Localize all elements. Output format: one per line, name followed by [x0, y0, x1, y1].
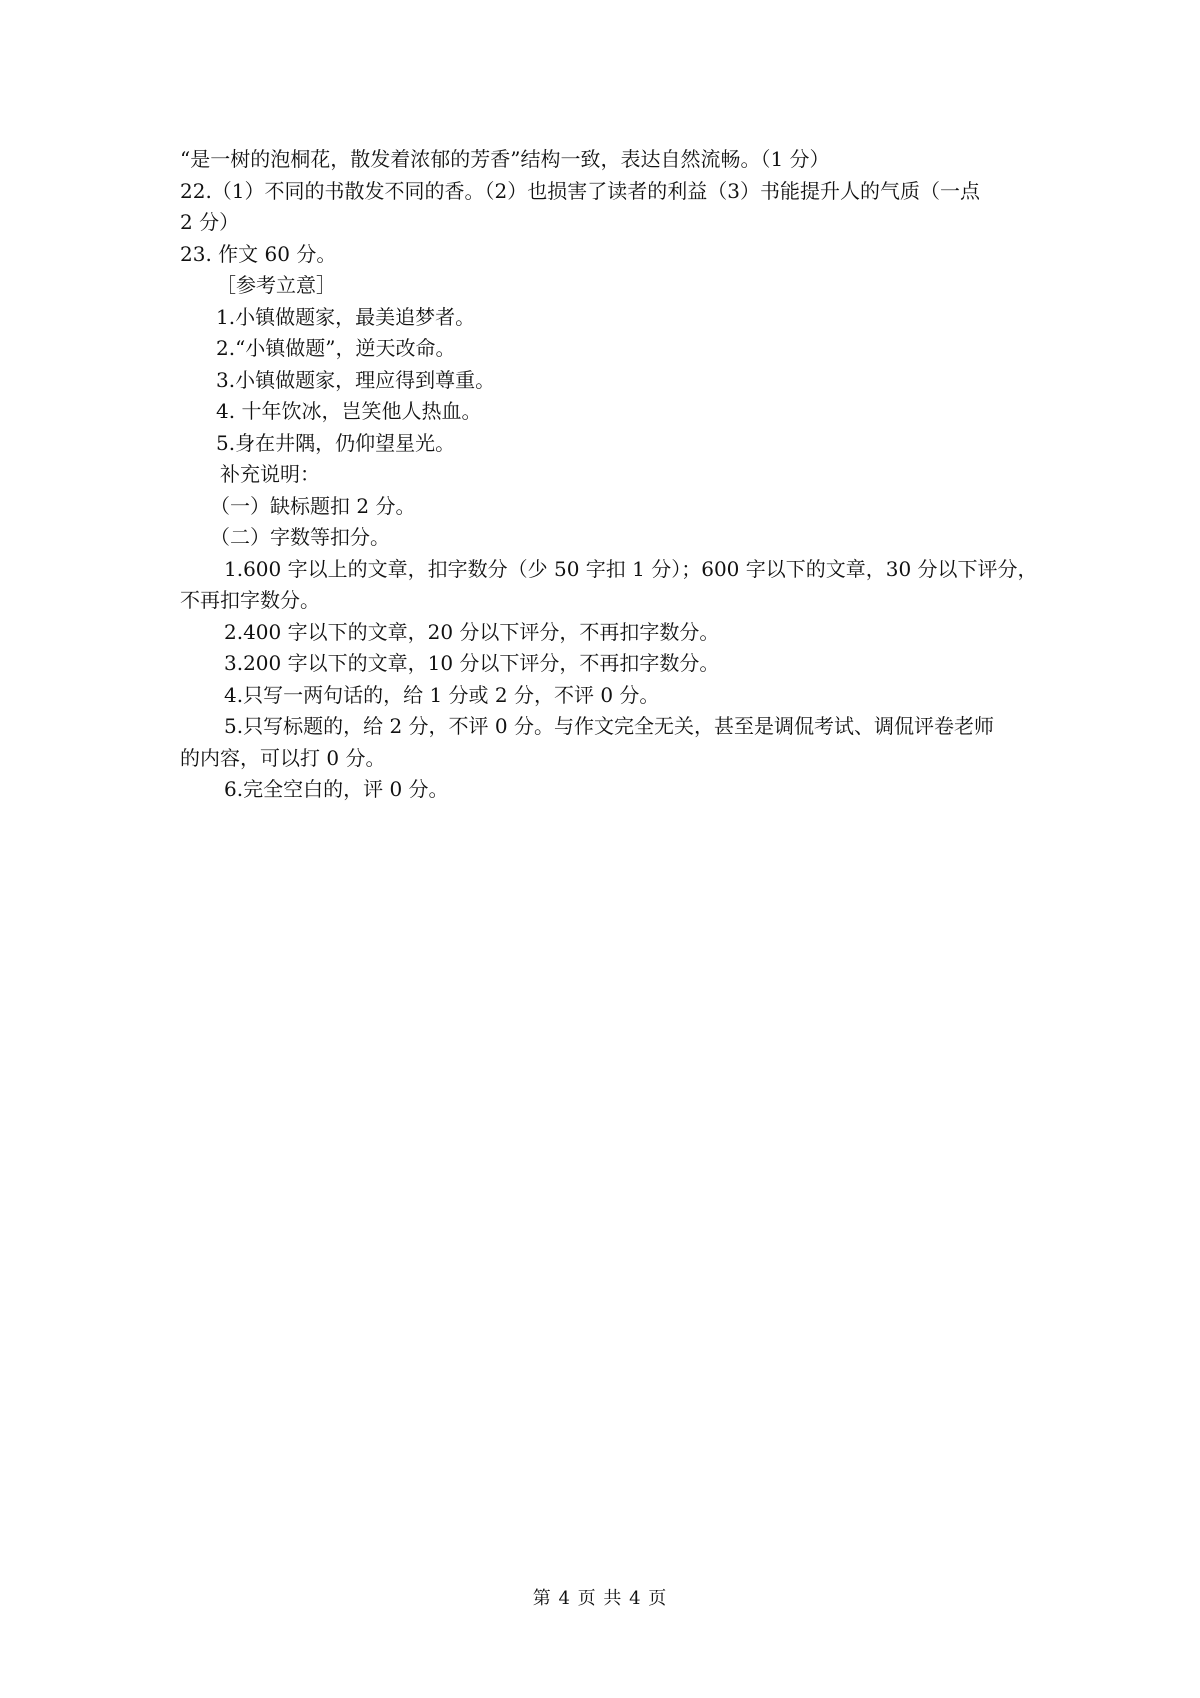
word-count-rule-3: 3.200 字以下的文章，10 分以下评分，不再扣字数分。: [224, 651, 720, 675]
note-word-count-heading: （二）字数等扣分。: [210, 525, 390, 549]
reference-idea-5: 5.身在井隅，仍仰望星光。: [216, 430, 456, 455]
reference-idea-2: 2.“小镇做题”，逆天改命。: [216, 336, 456, 360]
answer-23-heading: 23. 作文 60 分。: [180, 241, 337, 266]
word-count-rule-5-continuation: 的内容，可以打 0 分。: [180, 745, 386, 770]
reference-ideas-heading: ［参考立意］: [216, 273, 336, 297]
answer-key-body: [180, 144, 1038, 806]
word-count-rule-6: 6.完全空白的，评 0 分。: [224, 777, 449, 801]
word-count-rule-5: 5.只写标题的，给 2 分，不评 0 分。与作文完全无关，甚至是调侃考试、调侃评卷老师: [224, 714, 994, 738]
answer-21-continuation: “是一树的泡桐花，散发着浓郁的芳香”结构一致，表达自然流畅。（1 分）: [180, 147, 830, 171]
supplementary-notes-heading: 补充说明：: [220, 462, 320, 486]
word-count-rule-2: 2.400 字以下的文章，20 分以下评分，不再扣字数分。: [224, 619, 720, 644]
answer-22: 22.（1）不同的书散发不同的香。（2）也损害了读者的利益（3）书能提升人的气质（一点: [180, 178, 980, 203]
reference-idea-4: 4. 十年饮冰，岂笑他人热血。: [216, 399, 482, 423]
word-count-rule-4: 4.只写一两句话的，给 1 分或 2 分，不评 0 分。: [224, 682, 660, 707]
reference-idea-1: 1.小镇做题家，最美追梦者。: [216, 304, 476, 329]
word-count-rule-1: 1.600 字以上的文章，扣字数分（少 50 字扣 1 分）；600 字以下的文章，30 分以下评分，: [224, 556, 1038, 581]
word-count-rule-1-continuation: 不再扣字数分。: [180, 588, 320, 612]
note-missing-title: （一）缺标题扣 2 分。: [210, 493, 416, 518]
reference-idea-3: 3.小镇做题家，理应得到尊重。: [216, 367, 496, 392]
answer-22-continuation: 2 分）: [180, 210, 240, 234]
page-number-footer: 第 4 页 共 4 页: [532, 1588, 668, 1609]
